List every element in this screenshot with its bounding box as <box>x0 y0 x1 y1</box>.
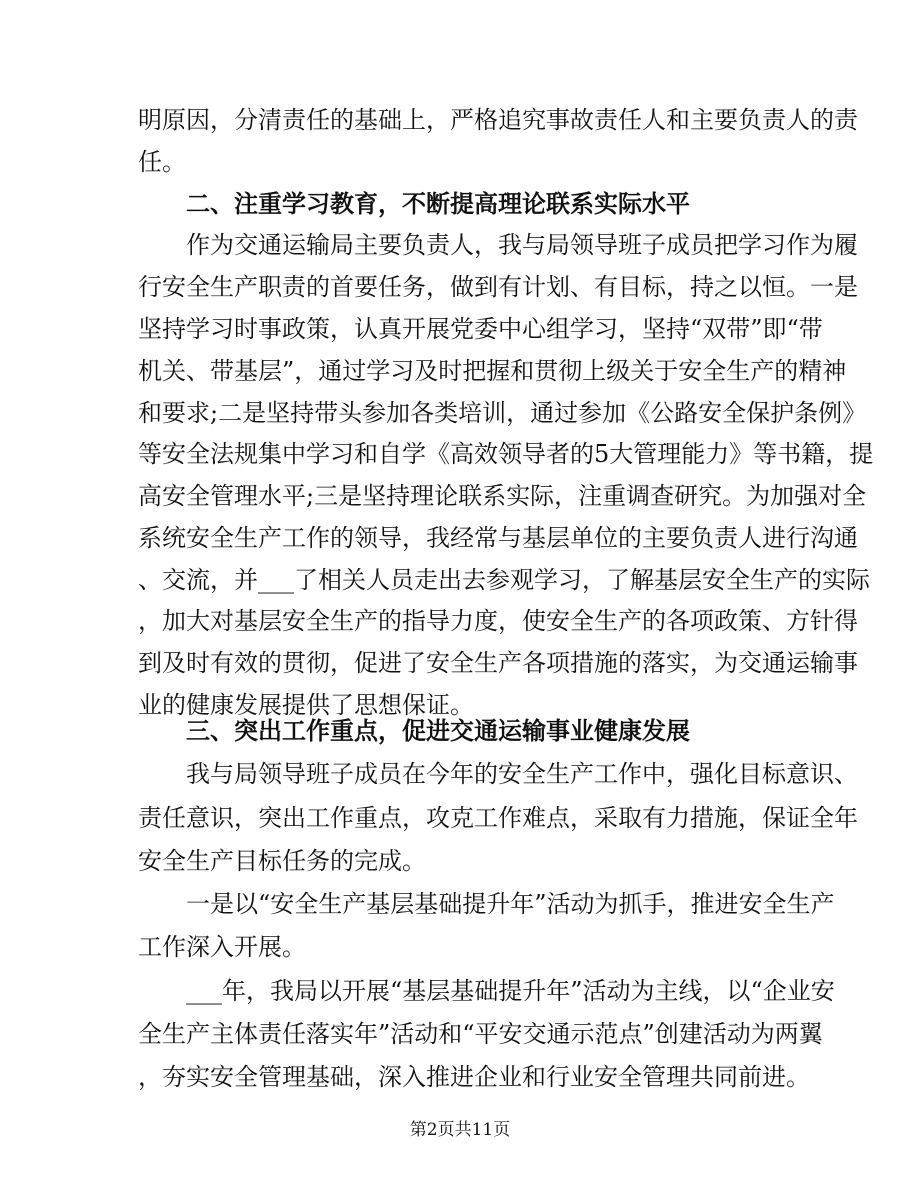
body-line: 责任意识，突出工作重点，攻克工作难点，采取有力措施，保证全年 <box>138 804 858 832</box>
body-line: 等安全法规集中学习和自学《高效领导者的5大管理能力》等书籍，提 <box>138 440 874 468</box>
body-line: 坚持学习时事政策，认真开展党委中心组学习，坚持“双带”即“带 <box>138 315 823 343</box>
body-line: 行安全生产职责的首要任务，做到有计划、有目标，持之以恒。一是 <box>138 273 858 301</box>
body-line: 作为交通运输局主要负责人，我与局领导班子成员把学习作为履 <box>186 231 858 259</box>
body-line: 、交流，并___了相关人员走出去参观学习，了解基层安全生产的实际 <box>138 566 870 594</box>
section-heading: 二、注重学习教育，不断提高理论联系实际水平 <box>186 189 690 218</box>
body-line: 高安全管理水平;三是坚持理论联系实际，注重调查研究。为加强对全 <box>138 482 867 510</box>
body-line: 到及时有效的贯彻，促进了安全生产各项措施的落实，为交通运输事 <box>138 649 858 677</box>
body-line: ，夯实安全管理基础，深入推进企业和行业安全管理共同前进。 <box>138 1063 810 1091</box>
body-line: 机关、带基层”，通过学习及时把握和贯彻上级关于安全生产的精神 <box>138 357 847 385</box>
body-line: 任。 <box>138 148 186 176</box>
body-line: 全生产主体责任落实年”活动和“平安交通示范点”创建活动为两翼 <box>138 1020 823 1048</box>
body-line: 一是以“安全生产基层基础提升年”活动为抓手，推进安全生产 <box>186 890 835 918</box>
body-line: 业的健康发展提供了思想保证。 <box>138 691 474 719</box>
body-line: 工作深入开展。 <box>138 933 306 961</box>
page-footer: 第2页共11页 <box>409 1120 511 1140</box>
body-line: 明原因，分清责任的基础上，严格追究事故责任人和主要负责人的责 <box>138 106 858 134</box>
body-line: ___年，我局以开展“基层基础提升年”活动为主线，以“企业安 <box>186 977 835 1005</box>
body-line: 安全生产目标任务的完成。 <box>138 847 426 875</box>
section-heading: 三、突出工作重点，促进交通运输事业健康发展 <box>186 716 690 745</box>
body-line: ，加大对基层安全生产的指导力度，使安全生产的各项政策、方针得 <box>138 607 858 635</box>
body-line: 和要求;二是坚持带头参加各类培训，通过参加《公路安全保护条例》 <box>138 399 867 427</box>
body-line: 我与局领导班子成员在今年的安全生产工作中，强化目标意识、 <box>186 760 858 788</box>
body-line: 系统安全生产工作的领导，我经常与基层单位的主要负责人进行沟通 <box>138 524 858 552</box>
